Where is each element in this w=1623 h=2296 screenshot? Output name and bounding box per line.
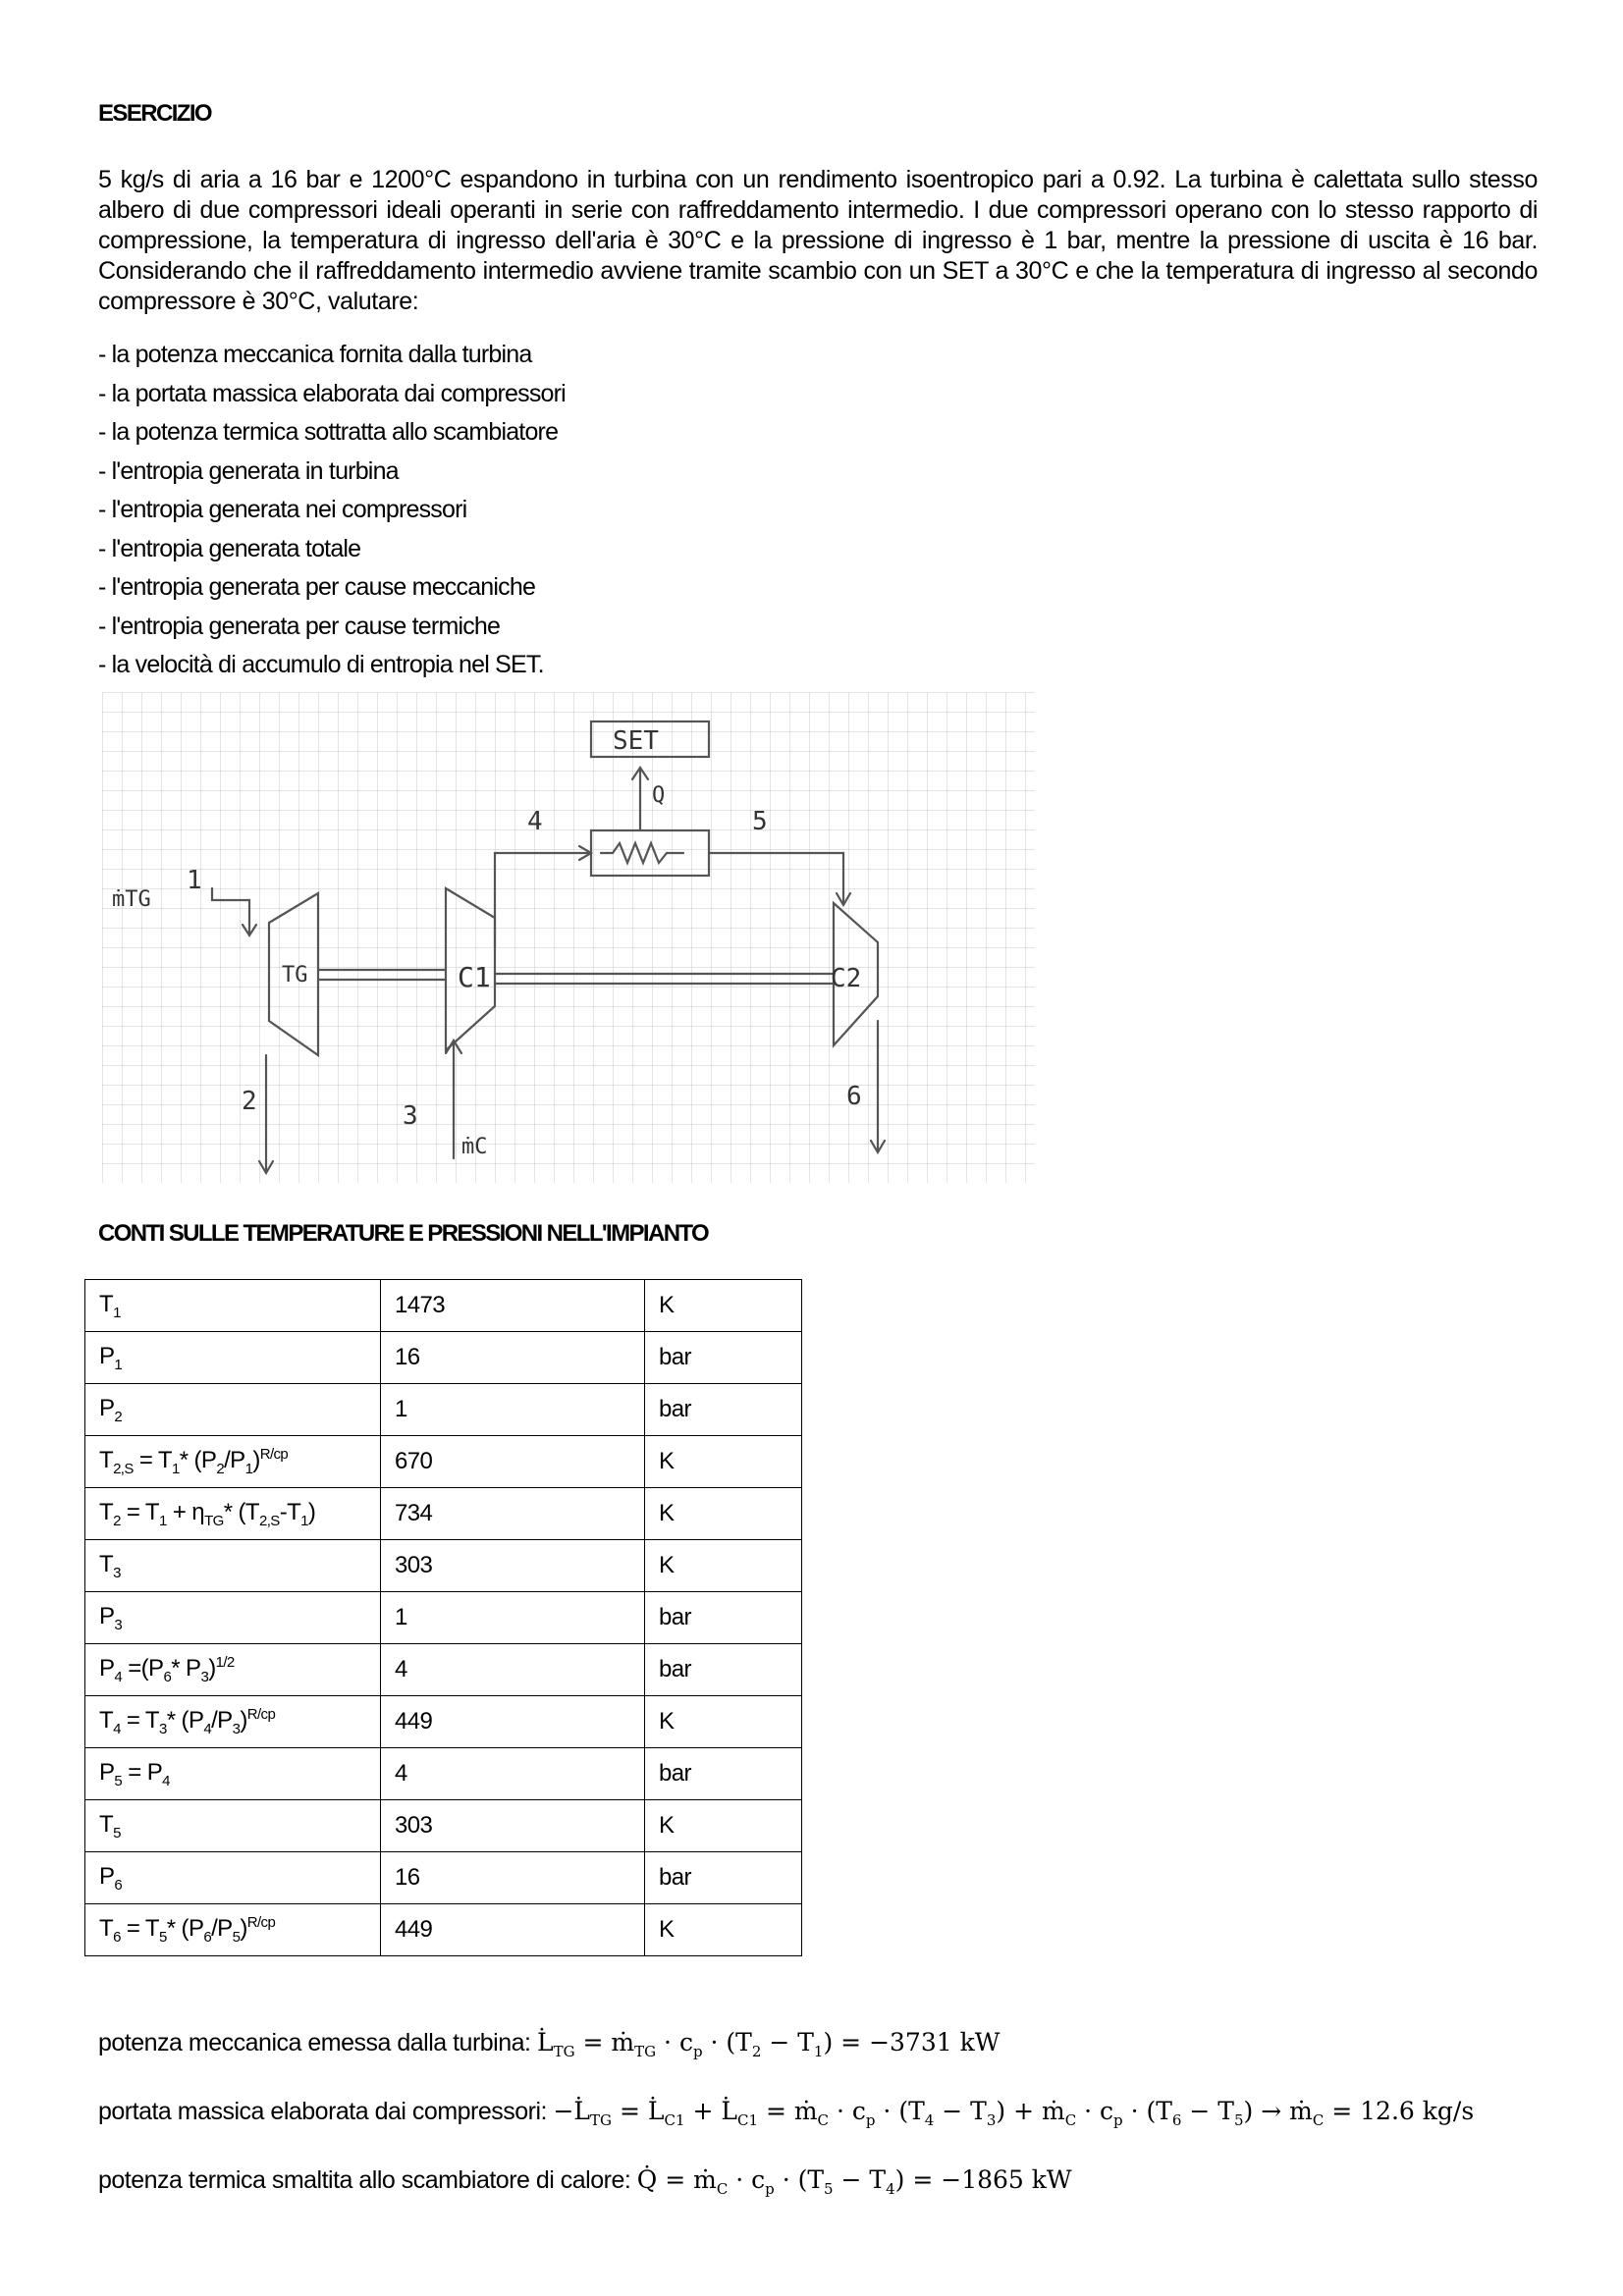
calculation-table bbox=[84, 1279, 802, 1956]
table-value: 449 bbox=[381, 1904, 645, 1956]
table-unit: K bbox=[645, 1488, 802, 1540]
table-unit: bar bbox=[645, 1852, 802, 1904]
table-value: 1473 bbox=[381, 1280, 645, 1332]
heat-power-label: potenza termica smaltita allo scambiatore di calore: bbox=[98, 2166, 631, 2194]
table-value: 16 bbox=[381, 1852, 645, 1904]
task-item: - l'entropia generata in turbina bbox=[98, 456, 399, 485]
problem-statement: 5 kg/s di aria a 16 bar e 1200°C espandono in turbina con un rendimento isoentropico pari a 0.92. La turbina è calettata sullo stesso albero di due compressori ideali operanti in serie con raffreddamento intermedio. I due compressori operano con lo stesso rapporto di compressione, la temperatura di ingresso dell'aria è 30°C e la pressione di ingresso è 1 bar, mentre la pressione di uscita è 16 bar. Considerando che il raffreddamento intermedio avviene tramite scambio con un SET a 30°C e che la temperatura di ingresso al secondo compressore è 30°C, valutare: bbox=[98, 166, 1538, 315]
point-label: 6 bbox=[846, 1082, 862, 1111]
point-label: 3 bbox=[403, 1101, 418, 1131]
turbine-power-line: potenza meccanica emessa dalla turbina: $L̇_{TG}$ = ṁ$_{TG}$ · $c_p \cdot (T_2 - T_1) = -3731$ kW bbox=[98, 2028, 1001, 2060]
table-unit: K bbox=[645, 1800, 802, 1852]
mass-flow-label: portata massica elaborata dai compressori: bbox=[98, 2098, 548, 2125]
table-row: $P_5 = P_4$ 4 bar bbox=[85, 1748, 802, 1800]
q-label: Q bbox=[652, 783, 666, 808]
table-row: $P_6$ 16 bar bbox=[85, 1852, 802, 1904]
task-item: - la velocità di accumulo di entropia nel SET. bbox=[98, 651, 544, 678]
table-value: 303 bbox=[381, 1800, 645, 1852]
table-unit: K bbox=[645, 1696, 802, 1748]
table-row: $P_2$ 1 bar bbox=[85, 1384, 802, 1436]
table-unit: K bbox=[645, 1540, 802, 1592]
turbine-power-label: potenza meccanica emessa dalla turbina: bbox=[98, 2029, 531, 2056]
point-label: 1 bbox=[187, 866, 202, 895]
table-value: 1 bbox=[381, 1384, 645, 1436]
exercise-title: ESERCIZIO bbox=[98, 100, 211, 127]
table-value: 670 bbox=[381, 1436, 645, 1488]
task-item: - l'entropia generata per cause termiche bbox=[98, 612, 501, 640]
table-value: 4 bbox=[381, 1748, 645, 1800]
point-label: 5 bbox=[752, 807, 768, 836]
task-item: - la portata massica elaborata dai compressori bbox=[98, 379, 566, 407]
task-item: - l'entropia generata nei compressori bbox=[98, 496, 467, 523]
task-item: - l'entropia generata totale bbox=[98, 534, 361, 562]
table-row: $P_3$ 1 bar bbox=[85, 1592, 802, 1644]
table-row: $T_3$ 303 K bbox=[85, 1540, 802, 1592]
table-row: $P_1$ 16 bar bbox=[85, 1332, 802, 1384]
table-row: $T_{2,S} = T_1*$ $(P_2/P_1)^{R/cp}$ 670 K bbox=[85, 1436, 802, 1488]
table-row: $P_4 =(P_6*$ $P_3)^{1/2}$ 4 bar bbox=[85, 1644, 802, 1696]
task-item: - la potenza meccanica fornita dalla turbina bbox=[98, 341, 532, 368]
turbine-power-result: −3731 kW bbox=[869, 2028, 1001, 2056]
table-unit: K bbox=[645, 1280, 802, 1332]
point-label: 4 bbox=[527, 807, 543, 836]
table-value: 1 bbox=[381, 1592, 645, 1644]
table-unit: K bbox=[645, 1904, 802, 1956]
plant-diagram bbox=[102, 692, 1035, 1183]
set-label: SET bbox=[613, 726, 659, 756]
table-row: $T_5$ 303 K bbox=[85, 1800, 802, 1852]
c2-label: C2 bbox=[831, 964, 862, 993]
mass-flow-tg-label: ṁTG bbox=[112, 887, 151, 912]
heat-power-result: −1865 kW bbox=[941, 2165, 1072, 2194]
table-row: $T_4 = T_3*$ $(P_4/P_3)^{R/cp}$ 449 K bbox=[85, 1696, 802, 1748]
section-title: CONTI SULLE TEMPERATURE E PRESSIONI NELL'IMPIANTO bbox=[98, 1220, 709, 1247]
table-value: 734 bbox=[381, 1488, 645, 1540]
point-label: 2 bbox=[242, 1087, 257, 1116]
mass-flow-c-label: ṁC bbox=[461, 1135, 488, 1159]
c1-label: C1 bbox=[458, 961, 491, 993]
table-row: $T_6 = T_5*$ $(P_6/P_5)^{R/cp}$ 449 K bbox=[85, 1904, 802, 1956]
table-unit: bar bbox=[645, 1384, 802, 1436]
mass-flow-line: portata massica elaborata dai compressori: $-L̇_{TG}$ = $L̇_{C1}$ + $L̇_{C1}$ = ṁ$_C$ · $c_p \cdot (T_4 - T_3)$ + ṁ$_C$ · $c_p \cdot (T_6 - T_5)$ → ṁ$_C$ = 12.6 kg/s bbox=[98, 2097, 1475, 2129]
task-item: - la potenza termica sottratta allo scambiatore bbox=[98, 418, 559, 446]
table-unit: bar bbox=[645, 1592, 802, 1644]
table-row: $T_1$ 1473 K bbox=[85, 1280, 802, 1332]
table-value: 16 bbox=[381, 1332, 645, 1384]
table-unit: bar bbox=[645, 1644, 802, 1696]
table-unit: bar bbox=[645, 1332, 802, 1384]
table-value: 4 bbox=[381, 1644, 645, 1696]
task-list bbox=[98, 336, 566, 685]
table-unit: K bbox=[645, 1436, 802, 1488]
heat-power-line: potenza termica smaltita allo scambiatore di calore: Q̇ = ṁ$_C$ · $c_p \cdot (T_5 - T_4) = -1865$ kW bbox=[98, 2165, 1072, 2198]
tg-label: TG bbox=[282, 963, 308, 988]
table-unit: bar bbox=[645, 1748, 802, 1800]
table-value: 303 bbox=[381, 1540, 645, 1592]
mass-flow-result: 12.6 kg/s bbox=[1360, 2097, 1475, 2125]
table-value: 449 bbox=[381, 1696, 645, 1748]
task-item: - l'entropia generata per cause meccaniche bbox=[98, 573, 536, 601]
table-row: $T_2 = T_1 + \eta_{TG}*$ $(T_{2,S}-T_1)$ 734 K bbox=[85, 1488, 802, 1540]
